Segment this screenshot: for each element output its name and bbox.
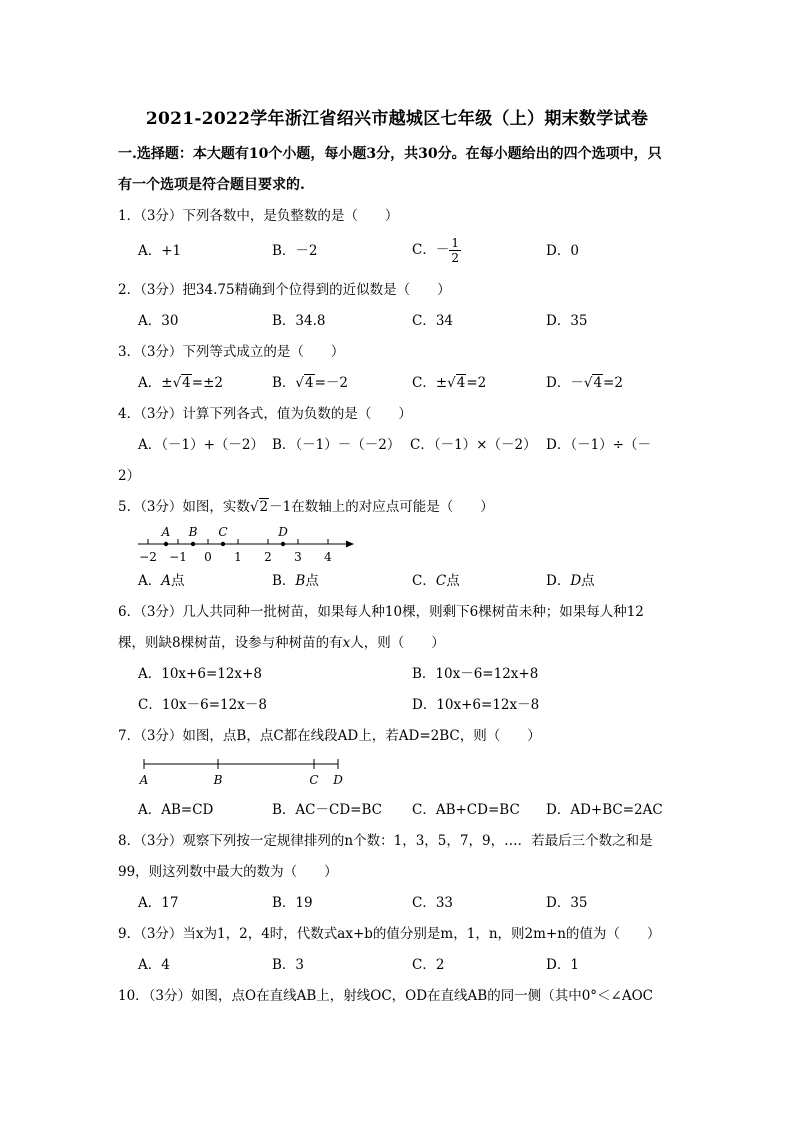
number-line-point-label: D <box>278 525 288 539</box>
segment-point-label: B <box>213 773 223 787</box>
q6-variable: x <box>342 635 351 651</box>
q3-option-d <box>546 373 623 393</box>
q6-option-a: A．10x+6=12x+8 <box>138 666 262 682</box>
question-1: 1．（3分）下列各数中，是负整数的是（ ） <box>118 208 399 224</box>
segment-point-label: D <box>333 773 343 787</box>
section-heading-line1: 一.选择题：本大题有10个小题，每小题3分，共30分。在每小题给出的四个选项中，只 <box>118 146 662 162</box>
q3-option-b-rest: =－2 <box>314 375 349 391</box>
q5-option-a-label: A． <box>138 573 162 589</box>
q3-option-c-label: C．± <box>412 375 448 391</box>
q7-option-b: B．AC－CD=BC <box>272 802 382 818</box>
q1-option-d: D．0 <box>546 243 579 259</box>
q9-option-a: A．4 <box>138 957 170 973</box>
number-line-tick-label: 1 <box>234 550 242 564</box>
number-line-tick-label: 0 <box>204 550 212 564</box>
question-3: 3．（3分）下列等式成立的是（ ） <box>118 344 345 360</box>
sqrt-symbol: √4 <box>583 375 603 391</box>
q7-option-a: A．AB=CD <box>138 802 214 818</box>
q4-option-d: D．（－1）÷（－ <box>546 437 651 453</box>
q4-option-b: B．（－1）－（－2） <box>272 437 401 453</box>
question-8-line1: 8．（3分）观察下列按一定规律排列的n个数：1，3，5，7，9，…．若最后三个数之和是 <box>118 833 653 849</box>
q3-option-a-label: A．± <box>138 375 173 391</box>
segment-figure <box>136 754 348 788</box>
sqrt-symbol: √2 <box>249 499 269 515</box>
q9-option-b: B．3 <box>272 957 305 973</box>
question-7: 7．（3分）如图，点B，点C都在线段AD上，若AD=2BC，则（ ） <box>118 728 541 744</box>
fraction-numerator: 1 <box>451 236 459 250</box>
section-heading-line2: 有一个选项是符合题目要求的. <box>118 177 305 193</box>
question-4: 4．（3分）计算下列各式，值为负数的是（ ） <box>118 406 412 422</box>
q5-stem-start: 5．（3分）如图，实数 <box>118 499 250 515</box>
q5-option-a-suffix: 点 <box>171 573 185 589</box>
q4-option-d-continued: 2） <box>118 468 141 484</box>
number-line-point-label: C <box>218 525 228 539</box>
q9-option-c: C．2 <box>412 957 445 973</box>
number-line-tick-label: 4 <box>324 550 332 564</box>
q7-option-d: D．AD+BC=2AC <box>546 802 663 818</box>
number-line-point <box>221 542 225 546</box>
q5-option-d-var: D <box>570 573 582 589</box>
number-line-tick-label: −2 <box>139 550 157 564</box>
q5-option-c-suffix: 点 <box>446 573 460 589</box>
q5-option-d-suffix: 点 <box>581 573 595 589</box>
q5-option-c-var: C <box>435 573 447 589</box>
sqrt-symbol: √4 <box>447 375 466 391</box>
q5-option-d <box>546 571 595 591</box>
q5-option-d-label: D． <box>546 573 571 589</box>
number-line-tick-label: 2 <box>264 550 272 564</box>
q5-option-b-suffix: 点 <box>305 573 319 589</box>
page-title: 2021-2022学年浙江省绍兴市越城区七年级（上）期末数学试卷 <box>145 109 649 129</box>
q8-option-c: C．33 <box>412 895 454 911</box>
q3-option-a <box>138 373 223 393</box>
radicand: 4 <box>305 375 314 391</box>
question-8-line2: 99，则这列数中最大的数为（ ） <box>118 864 338 880</box>
q5-option-c-label: C． <box>412 573 436 589</box>
q3-option-c <box>412 373 486 393</box>
q3-option-c-rest: =2 <box>466 375 487 391</box>
q3-option-d-label: D．－ <box>546 375 584 391</box>
q5-option-c <box>412 571 460 591</box>
q6-option-c: C．10x－6=12x－8 <box>138 697 267 713</box>
q8-option-a: A．17 <box>138 895 179 911</box>
q5-option-b-var: B <box>295 573 306 589</box>
question-9: 9．（3分）当x为1，2，4时，代数式ax+b的值分别是m，1，n，则2m+n的值为（ ） <box>118 926 661 942</box>
sqrt-symbol: √4 <box>172 375 191 391</box>
q2-option-a: A．30 <box>138 313 179 329</box>
q6-line2-end: 人，则（ ） <box>350 635 445 651</box>
segment-point-label: A <box>139 773 149 787</box>
q3-option-d-rest: =2 <box>603 375 623 391</box>
radicand: 4 <box>456 375 466 391</box>
q8-option-b: B．19 <box>272 895 313 911</box>
fraction-denominator: 2 <box>451 251 459 265</box>
arrow-head-icon <box>346 541 354 548</box>
question-10: 10．（3分）如图，点O在直线AB上，射线OC，OD在直线AB的同一侧（其中0°＜∠AOC <box>118 988 654 1004</box>
q2-option-b: B．34.8 <box>272 313 326 329</box>
number-line-tick-label: 3 <box>294 550 302 564</box>
question-6-line2 <box>118 633 678 653</box>
q5-option-b-label: B． <box>272 573 296 589</box>
q6-line2-start: 棵，则缺8棵树苗，设参与种树苗的有 <box>118 635 343 651</box>
q2-option-c: C．34 <box>412 313 454 329</box>
radicand: 4 <box>593 375 603 391</box>
fraction <box>449 236 461 265</box>
q1-option-c <box>412 236 461 265</box>
number-line-figure <box>130 520 370 568</box>
number-line-point-label: A <box>161 525 171 539</box>
q9-option-d: D．1 <box>546 957 579 973</box>
sqrt-symbol: √4 <box>295 375 314 391</box>
number-line-point-label: B <box>188 525 198 539</box>
question-2: 2．（3分）把34.75精确到个位得到的近似数是（ ） <box>118 282 451 298</box>
question-6-line1: 6．（3分）几人共同种一批树苗，如果每人种10棵，则剩下6棵树苗未种；如果每人种12 <box>118 604 644 620</box>
q3-option-b <box>272 373 348 393</box>
q5-option-a-var: A <box>161 573 171 589</box>
q2-option-d: D．35 <box>546 313 588 329</box>
q6-option-b: B．10x－6=12x+8 <box>412 666 539 682</box>
question-5 <box>118 497 678 517</box>
q3-option-a-rest: =±2 <box>191 375 223 391</box>
number-line-point <box>191 542 195 546</box>
q5-option-a <box>138 571 185 591</box>
q1-option-b: B．－2 <box>272 243 318 259</box>
number-line-point <box>164 542 168 546</box>
q3-option-b-label: B． <box>272 375 296 391</box>
segment-point-label: C <box>309 773 319 787</box>
radicand: 2 <box>259 499 269 515</box>
q4-option-c: C．（－1）×（－2） <box>410 437 537 453</box>
q1-option-a: A．+1 <box>138 243 182 259</box>
q7-option-c: C．AB+CD=BC <box>412 802 520 818</box>
number-line-point <box>281 542 285 546</box>
q4-option-a: A．（－1）+（－2） <box>138 437 264 453</box>
radicand: 4 <box>182 375 191 391</box>
q5-option-b <box>272 571 319 591</box>
q8-option-d: D．35 <box>546 895 588 911</box>
number-line-tick-label: −1 <box>169 550 187 564</box>
q6-option-d: D．10x+6=12x－8 <box>412 697 540 713</box>
q1-option-c-label: C．－ <box>412 242 450 258</box>
q5-stem-end: －1在数轴上的对应点可能是（ ） <box>269 499 494 515</box>
